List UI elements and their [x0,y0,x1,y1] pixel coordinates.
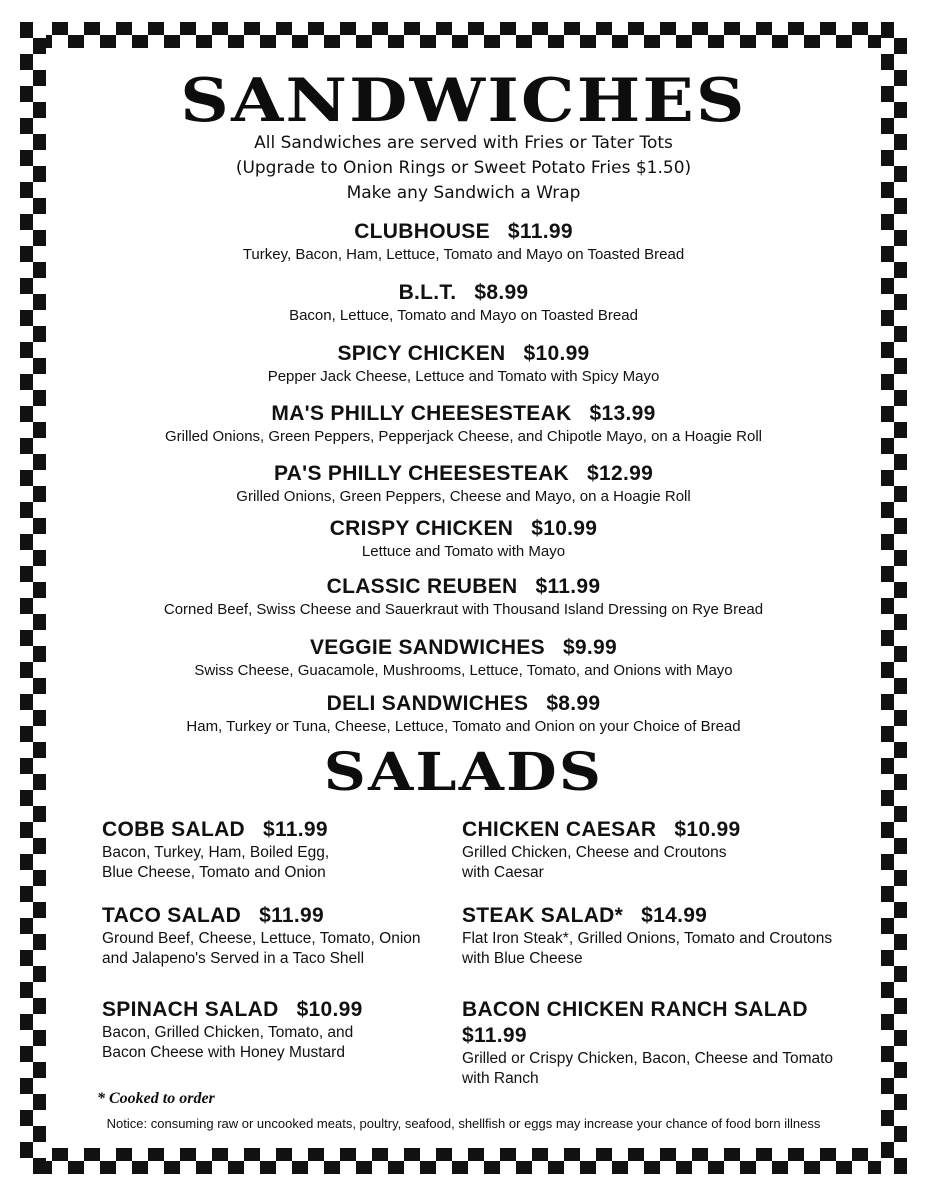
item-name: CRISPY CHICKEN [329,517,514,540]
salad-item-bacon-chicken-ranch [462,997,862,1089]
intro-line: (Upgrade to Onion Rings or Sweet Potato Fries $1.50) [235,158,692,178]
item-price: $11.99 [259,904,324,927]
item-name-line [462,817,862,843]
item-price: $11.99 [507,220,573,243]
item-description: Turkey, Bacon, Ham, Lettuce, Tomato and Mayo on Toasted Bread [242,246,685,263]
menu-item-deli-sandwiches [0,691,927,737]
sandwiches-intro [0,131,927,206]
item-price: $13.99 [589,402,656,425]
item-name: TACO SALAD [102,904,242,927]
item-name: STEAK SALAD* [462,904,624,927]
menu-item-veggie-sandwiches [0,635,927,681]
item-name: MA'S PHILLY CHEESESTEAK [271,402,572,425]
item-price: $12.99 [587,462,654,485]
item-description: Grilled Onions, Green Peppers, Pepperjack Cheese, and Chipotle Mayo, on a Hoagie Roll [165,428,762,445]
salad-item-steak [462,903,867,969]
item-description: Grilled or Crispy Chicken, Bacon, Cheese and Tomato [462,1050,834,1067]
item-price: $9.99 [562,636,618,659]
cooked-to-order-note: * Cooked to order [97,1090,215,1107]
item-name-line [0,461,927,487]
item-name-line [102,817,482,843]
item-name: COBB SALAD [102,818,245,841]
item-description: Ham, Turkey or Tuna, Cheese, Lettuce, Tomato and Onion on your Choice of Bread [186,718,741,735]
item-price: $10.99 [296,998,363,1021]
item-name-line [0,516,927,542]
salads-title: SALADS [323,742,604,803]
menu-item-clubhouse [0,219,927,265]
menu-item-pas-philly [0,461,927,507]
menu-item-blt [0,280,927,326]
item-description: with Ranch [462,1070,539,1087]
checkered-border-top [20,22,907,48]
item-description: Pepper Jack Cheese, Lettuce and Tomato with Spicy Mayo [267,368,660,385]
item-description: Lettuce and Tomato with Mayo [361,543,566,560]
item-description: with Blue Cheese [462,950,583,967]
item-name-line [0,401,927,427]
item-description: Blue Cheese, Tomato and Onion [102,864,326,881]
item-price: $10.99 [523,342,590,365]
item-name: BACON CHICKEN RANCH SALAD [462,998,808,1021]
item-description: Ground Beef, Cheese, Lettuce, Tomato, Onion [102,930,421,947]
item-name-line [102,903,447,929]
checkered-border-bottom [20,1148,907,1174]
item-name-line [0,635,927,661]
item-description: Bacon, Turkey, Ham, Boiled Egg, [102,844,330,861]
item-description: Bacon, Lettuce, Tomato and Mayo on Toasted Bread [289,307,638,324]
item-description: Bacon Cheese with Honey Mustard [102,1044,345,1061]
item-description: Grilled Onions, Green Peppers, Cheese and Mayo, on a Hoagie Roll [236,488,691,505]
item-price: $14.99 [641,904,708,927]
item-description: Bacon, Grilled Chicken, Tomato, and [102,1024,354,1041]
item-name: SPICY CHICKEN [337,342,506,365]
salad-item-chicken-caesar [462,817,862,883]
item-description: with Caesar [462,864,544,881]
item-description: Swiss Cheese, Guacamole, Mushrooms, Lettuce, Tomato, and Onions with Mayo [194,662,733,679]
item-price: $8.99 [546,692,601,715]
item-price: $10.99 [531,517,598,540]
item-name: CHICKEN CAESAR [462,818,657,841]
item-price: $11.99 [263,818,328,841]
item-name-line [0,341,927,367]
item-name-line [0,691,927,717]
salad-item-spinach [102,997,447,1063]
intro-line: Make any Sandwich a Wrap [346,183,581,203]
item-name-line [0,219,927,245]
item-name-line [0,280,927,306]
item-price: $8.99 [474,281,529,304]
menu-item-mas-philly [0,401,927,447]
item-name-line [462,903,867,929]
item-name: DELI SANDWICHES [326,692,529,715]
item-description: and Jalapeno's Served in a Taco Shell [102,950,365,967]
item-description: Flat Iron Steak*, Grilled Onions, Tomato and Croutons [462,930,833,947]
item-price: $11.99 [535,575,601,598]
salad-item-taco [102,903,447,969]
item-name: SPINACH SALAD [102,998,279,1021]
menu-item-crispy-chicken [0,516,927,562]
item-name: CLASSIC REUBEN [326,575,518,598]
item-name: B.L.T. [398,281,457,304]
menu-item-classic-reuben [0,574,927,620]
sandwiches-title: SANDWICHES [180,66,747,136]
item-price: $11.99 [462,1024,527,1047]
item-price: $10.99 [674,818,741,841]
item-name-line [0,574,927,600]
item-name-line [102,997,447,1023]
item-name: VEGGIE SANDWICHES [309,636,545,659]
salad-item-cobb [102,817,482,883]
menu-item-spicy-chicken [0,341,927,387]
item-name: PA'S PHILLY CHEESESTEAK [273,462,570,485]
item-description: Grilled Chicken, Cheese and Croutons [462,844,727,861]
intro-line: All Sandwiches are served with Fries or Tater Tots [254,133,673,153]
food-safety-notice: Notice: consuming raw or uncooked meats, poultry, seafood, shellfish or eggs may increase your chance of food born illness [106,1116,821,1131]
item-name: CLUBHOUSE [354,220,490,243]
item-description: Corned Beef, Swiss Cheese and Sauerkraut with Thousand Island Dressing on Rye Bread [163,601,764,618]
